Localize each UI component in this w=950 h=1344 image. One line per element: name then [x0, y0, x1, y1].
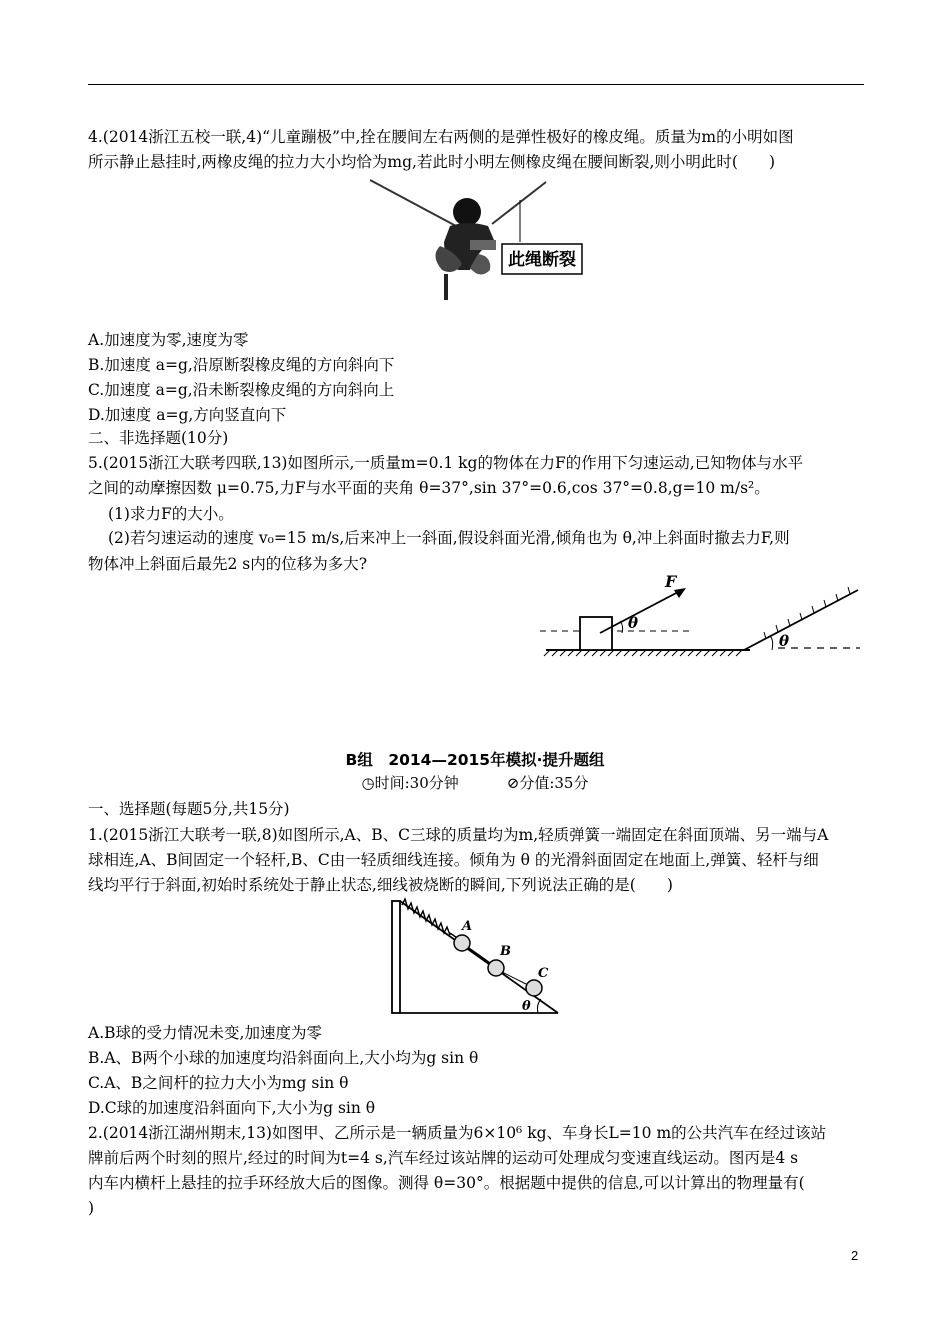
- b2-line2: 牌前后两个时刻的照片,经过的时间为t=4 s,汽车经过该站牌的运动可处理成匀变速直线运动。图丙是4 s: [88, 1149, 799, 1167]
- b2-line4: ): [88, 1199, 95, 1217]
- incline-hatching: [764, 587, 850, 639]
- b1-option-a: A.B球的受力情况未变,加速度为零: [88, 1024, 322, 1042]
- score-label: ⊘分值:35分: [506, 774, 589, 792]
- section1-title: 一、选择题(每题5分,共15分): [88, 800, 290, 818]
- break-label: 此绳断裂: [508, 250, 576, 270]
- incline-line: [744, 590, 858, 650]
- block: [580, 617, 612, 650]
- force-label: F: [665, 572, 677, 591]
- angle-arc-2: [770, 636, 773, 650]
- q5-sub1: (1)求力F的大小。: [108, 505, 234, 523]
- q4-option-b: B.加速度 a=g,沿原断裂橡皮绳的方向斜向下: [88, 356, 395, 374]
- q4-option-c: C.加速度 a=g,沿未断裂橡皮绳的方向斜向上: [88, 381, 395, 399]
- wall: [392, 901, 400, 1013]
- section2-title: 二、非选择题(10分): [88, 429, 229, 447]
- force-arrow: [600, 591, 680, 633]
- q5-figure: [540, 570, 865, 662]
- b1-line3: 线均平行于斜面,初始时系统处于静止状态,细线被烧断的瞬间,下列说法正确的是( ): [88, 876, 673, 894]
- q4-option-a: A.加速度为零,速度为零: [88, 331, 249, 349]
- left-rope: [370, 180, 456, 226]
- b1-line2: 球相连,A、B间固定一个轻杆,B、C由一轻质细线连接。倾角为 θ 的光滑斜面固定在地面上,弹簧、轻杆与细: [88, 851, 819, 869]
- child-arm: [470, 240, 496, 250]
- label-theta: θ: [522, 999, 531, 1014]
- bungee-figure: [370, 178, 600, 306]
- q4-line1: 4.(2014浙江五校一联,4)“儿童蹦极”中,拴在腰间左右两侧的是弹性极好的橡皮绳。质量为m的小明如图: [88, 128, 794, 146]
- label-a: A: [462, 919, 473, 934]
- q5-sub2-cont: 物体冲上斜面后最先2 s内的位移为多大?: [88, 555, 368, 573]
- q5-line2: 之间的动摩擦因数 μ=0.75,力F与水平面的夹角 θ=37°,sin 37°=0.6,cos 37°=0.8,g=10 m/s²。: [88, 479, 770, 497]
- child-foot: [444, 274, 448, 300]
- b1-option-b: B.A、B两个小球的加速度均沿斜面向上,大小均为g sin θ: [88, 1049, 479, 1067]
- b1-option-c: C.A、B之间杆的拉力大小为mg sin θ: [88, 1074, 349, 1092]
- b1-incline-figure: [388, 897, 563, 1017]
- label-b: B: [500, 944, 511, 959]
- time-label: ◷时间:30分钟: [361, 774, 459, 792]
- b2-line1: 2.(2014浙江湖州期末,13)如图甲、乙所示是一辆质量为6×10⁶ kg、车身长L=10 m的公共汽车在经过该站: [88, 1124, 827, 1142]
- ball-c: [526, 980, 542, 996]
- group-b-meta: [0, 771, 950, 795]
- child-head: [453, 198, 481, 226]
- b1-line1: 1.(2015浙江大联考一联,8)如图所示,A、B、C三球的质量均为m,轻质弹簧一端固定在斜面顶端、另一端与A: [88, 826, 829, 844]
- q4-line2: 所示静止悬挂时,两橡皮绳的拉力大小均恰为mg,若此时小明左侧橡皮绳在腰间断裂,则小明此时( ): [88, 153, 775, 171]
- b2-line3: 内车内横杆上悬挂的拉手环经放大后的图像。测得 θ=30°。根据题中提供的信息,可以计算出的物理量有(: [88, 1174, 805, 1192]
- q5-sub2: (2)若匀速运动的速度 v₀=15 m/s,后来冲上一斜面,假设斜面光滑,倾角也为 θ,冲上斜面时撤去力F,则: [108, 529, 790, 547]
- q5-line1: 5.(2015浙江大联考四联,13)如图所示,一质量m=0.1 kg的物体在力F的作用下匀速运动,已知物体与水平: [88, 454, 804, 472]
- right-rope: [492, 182, 546, 224]
- group-b-title: B组 2014—2015年模拟·提升题组: [345, 751, 605, 769]
- b1-option-d: D.C球的加速度沿斜面向下,大小为g sin θ: [88, 1099, 376, 1117]
- spring: [402, 899, 450, 935]
- ball-b: [488, 960, 504, 976]
- angle-label-1: θ: [628, 614, 639, 632]
- q4-option-d: D.加速度 a=g,方向竖直向下: [88, 406, 287, 424]
- page-number: 2: [851, 1248, 859, 1263]
- label-c: C: [538, 966, 549, 981]
- angle-label-2: θ: [779, 632, 790, 650]
- rod-ab: [468, 948, 492, 965]
- header-rule: [88, 84, 864, 85]
